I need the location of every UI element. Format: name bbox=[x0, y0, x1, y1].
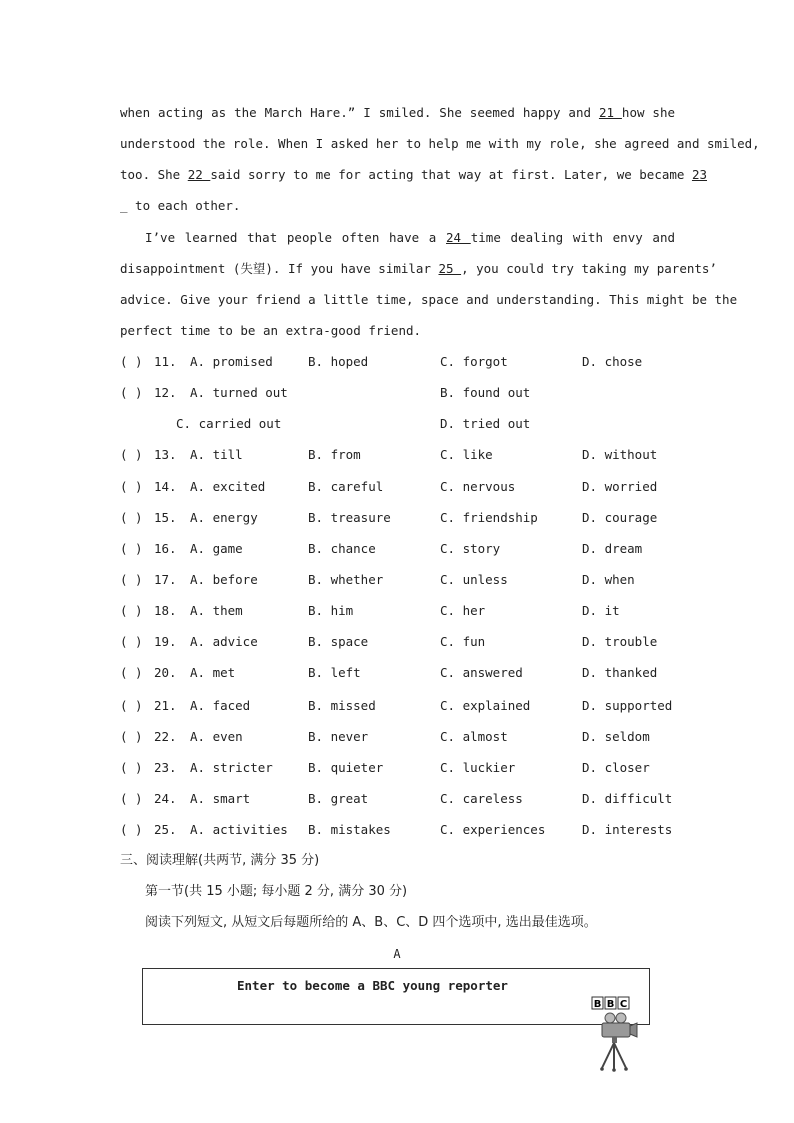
reporter-box bbox=[142, 968, 650, 1025]
option-a: A. stricter bbox=[190, 760, 273, 775]
option-c: C. fun bbox=[440, 634, 486, 649]
option-b: B. whether bbox=[308, 572, 384, 587]
passage-label: A bbox=[393, 947, 401, 961]
question-row bbox=[120, 540, 700, 558]
option-d: D. without bbox=[582, 447, 658, 462]
option-d: D. trouble bbox=[582, 634, 658, 649]
answer-bracket[interactable]: ( ) bbox=[120, 510, 143, 525]
option-c: C. experiences bbox=[440, 822, 546, 837]
option-a: A. activities bbox=[190, 822, 288, 837]
answer-bracket[interactable]: ( ) bbox=[120, 634, 143, 649]
answer-bracket[interactable]: ( ) bbox=[120, 354, 143, 369]
option-d: D. worried bbox=[582, 479, 658, 494]
question-row bbox=[120, 790, 700, 808]
answer-bracket[interactable]: ( ) bbox=[120, 822, 143, 837]
option-c: C. her bbox=[440, 603, 486, 618]
question-row bbox=[120, 571, 700, 589]
option-b: B. missed bbox=[308, 698, 376, 713]
option-d: D. closer bbox=[582, 760, 650, 775]
answer-bracket[interactable]: ( ) bbox=[120, 479, 143, 494]
answer-bracket[interactable]: ( ) bbox=[120, 541, 143, 556]
box-title: Enter to become a BBC young reporter bbox=[237, 978, 508, 993]
option-c: C. explained bbox=[440, 698, 531, 713]
option-a: A. advice bbox=[190, 634, 258, 649]
option-b: B. careful bbox=[308, 479, 384, 494]
question-number: 17. bbox=[154, 572, 177, 587]
option-d: D. courage bbox=[582, 510, 658, 525]
option-c: C. careless bbox=[440, 791, 523, 806]
section-heading: 三、阅读理解(共两节, 满分 35 分) bbox=[120, 853, 320, 868]
instruction-text: 阅读下列短文, 从短文后每题所给的 A、B、C、D 四个选项中, 选出最佳选项。 bbox=[145, 915, 597, 930]
part-heading: 第一节(共 15 小题; 每小题 2 分, 满分 30 分) bbox=[145, 884, 408, 899]
option-a: A. faced bbox=[190, 698, 251, 713]
option-b: B. him bbox=[308, 603, 354, 618]
option-c: C. luckier bbox=[440, 760, 516, 775]
option-a: A. excited bbox=[190, 479, 266, 494]
option-b: B. never bbox=[308, 729, 369, 744]
option-d: D. thanked bbox=[582, 665, 658, 680]
option-d: D. dream bbox=[582, 541, 643, 556]
question-row bbox=[120, 384, 700, 402]
question-row bbox=[120, 821, 700, 839]
option-b: B. quieter bbox=[308, 760, 384, 775]
question-row bbox=[120, 415, 700, 433]
option-c: C. story bbox=[440, 541, 501, 556]
option-c: C. forgot bbox=[440, 354, 508, 369]
passage-line-2: understood the role. When I asked her to help me with my role, she agreed and smiled, bbox=[120, 136, 760, 151]
question-number: 22. bbox=[154, 729, 177, 744]
question-number: 19. bbox=[154, 634, 177, 649]
question-number: 25. bbox=[154, 822, 177, 837]
answer-bracket[interactable]: ( ) bbox=[120, 572, 143, 587]
question-row bbox=[120, 446, 700, 464]
option-a: A. smart bbox=[190, 791, 251, 806]
option-c: B. found out bbox=[440, 385, 531, 400]
passage-line-6: disappointment (失望). If you have similar 25 , you could try taking my parents’ bbox=[120, 261, 717, 276]
option-a: A. them bbox=[190, 603, 243, 618]
option-b: B. from bbox=[308, 447, 361, 462]
option-a: A. game bbox=[190, 541, 243, 556]
option-a: A. before bbox=[190, 572, 258, 587]
passage-line-1: when acting as the March Hare.” I smiled. She seemed happy and 21 how she bbox=[120, 105, 676, 120]
option-a: C. carried out bbox=[176, 416, 282, 431]
answer-bracket[interactable]: ( ) bbox=[120, 698, 143, 713]
question-number: 20. bbox=[154, 665, 177, 680]
option-c: C. unless bbox=[440, 572, 508, 587]
option-a: A. till bbox=[190, 447, 243, 462]
option-a: A. even bbox=[190, 729, 243, 744]
option-b: B. space bbox=[308, 634, 369, 649]
option-b: B. hoped bbox=[308, 354, 369, 369]
question-number: 16. bbox=[154, 541, 177, 556]
passage-line-3: too. She 22 said sorry to me for acting that way at first. Later, we became 23 bbox=[120, 167, 708, 182]
option-c: D. tried out bbox=[440, 416, 531, 431]
question-number: 24. bbox=[154, 791, 177, 806]
question-row bbox=[120, 478, 700, 496]
passage-line-8: perfect time to be an extra-good friend. bbox=[120, 323, 422, 338]
option-d: D. interests bbox=[582, 822, 673, 837]
option-a: A. met bbox=[190, 665, 236, 680]
question-row bbox=[120, 759, 700, 777]
option-d: D. it bbox=[582, 603, 620, 618]
question-row bbox=[120, 353, 700, 371]
passage-line-7: advice. Give your friend a little time, space and understanding. This might be the bbox=[120, 292, 738, 307]
answer-bracket[interactable]: ( ) bbox=[120, 447, 143, 462]
answer-bracket[interactable]: ( ) bbox=[120, 603, 143, 618]
option-d: D. when bbox=[582, 572, 635, 587]
question-number: 12. bbox=[154, 385, 177, 400]
option-a: A. turned out bbox=[190, 385, 288, 400]
option-c: C. friendship bbox=[440, 510, 538, 525]
option-b: B. left bbox=[308, 665, 361, 680]
answer-bracket[interactable]: ( ) bbox=[120, 665, 143, 680]
answer-bracket[interactable]: ( ) bbox=[120, 760, 143, 775]
option-c: C. almost bbox=[440, 729, 508, 744]
logo-letter-2: B bbox=[606, 999, 615, 1010]
question-row bbox=[120, 509, 700, 527]
option-b: B. great bbox=[308, 791, 369, 806]
option-d: D. chose bbox=[582, 354, 643, 369]
passage-line-4: _ to each other. bbox=[120, 198, 241, 213]
option-d: D. supported bbox=[582, 698, 673, 713]
option-b: B. treasure bbox=[308, 510, 391, 525]
passage-line-5: I’ve learned that people often have a 24 time dealing with envy and bbox=[145, 230, 676, 245]
question-number: 23. bbox=[154, 760, 177, 775]
question-number: 13. bbox=[154, 447, 177, 462]
option-a: A. energy bbox=[190, 510, 258, 525]
question-row bbox=[120, 602, 700, 620]
question-row bbox=[120, 728, 700, 746]
bbc-camera-logo-icon bbox=[590, 996, 645, 1072]
question-number: 14. bbox=[154, 479, 177, 494]
option-d: D. difficult bbox=[582, 791, 673, 806]
option-a: A. promised bbox=[190, 354, 273, 369]
question-row bbox=[120, 633, 700, 651]
option-c: C. like bbox=[440, 447, 493, 462]
question-number: 18. bbox=[154, 603, 177, 618]
answer-bracket[interactable]: ( ) bbox=[120, 729, 143, 744]
option-d: D. seldom bbox=[582, 729, 650, 744]
question-number: 15. bbox=[154, 510, 177, 525]
question-row bbox=[120, 697, 700, 715]
option-c: C. answered bbox=[440, 665, 523, 680]
option-b: B. chance bbox=[308, 541, 376, 556]
option-b: B. mistakes bbox=[308, 822, 391, 837]
logo-letter-1: B bbox=[593, 999, 602, 1010]
question-number: 21. bbox=[154, 698, 177, 713]
answer-bracket[interactable]: ( ) bbox=[120, 791, 143, 806]
question-row bbox=[120, 664, 700, 682]
question-number: 11. bbox=[154, 354, 177, 369]
logo-letter-3: C bbox=[619, 999, 628, 1010]
answer-bracket[interactable]: ( ) bbox=[120, 385, 143, 400]
option-c: C. nervous bbox=[440, 479, 516, 494]
